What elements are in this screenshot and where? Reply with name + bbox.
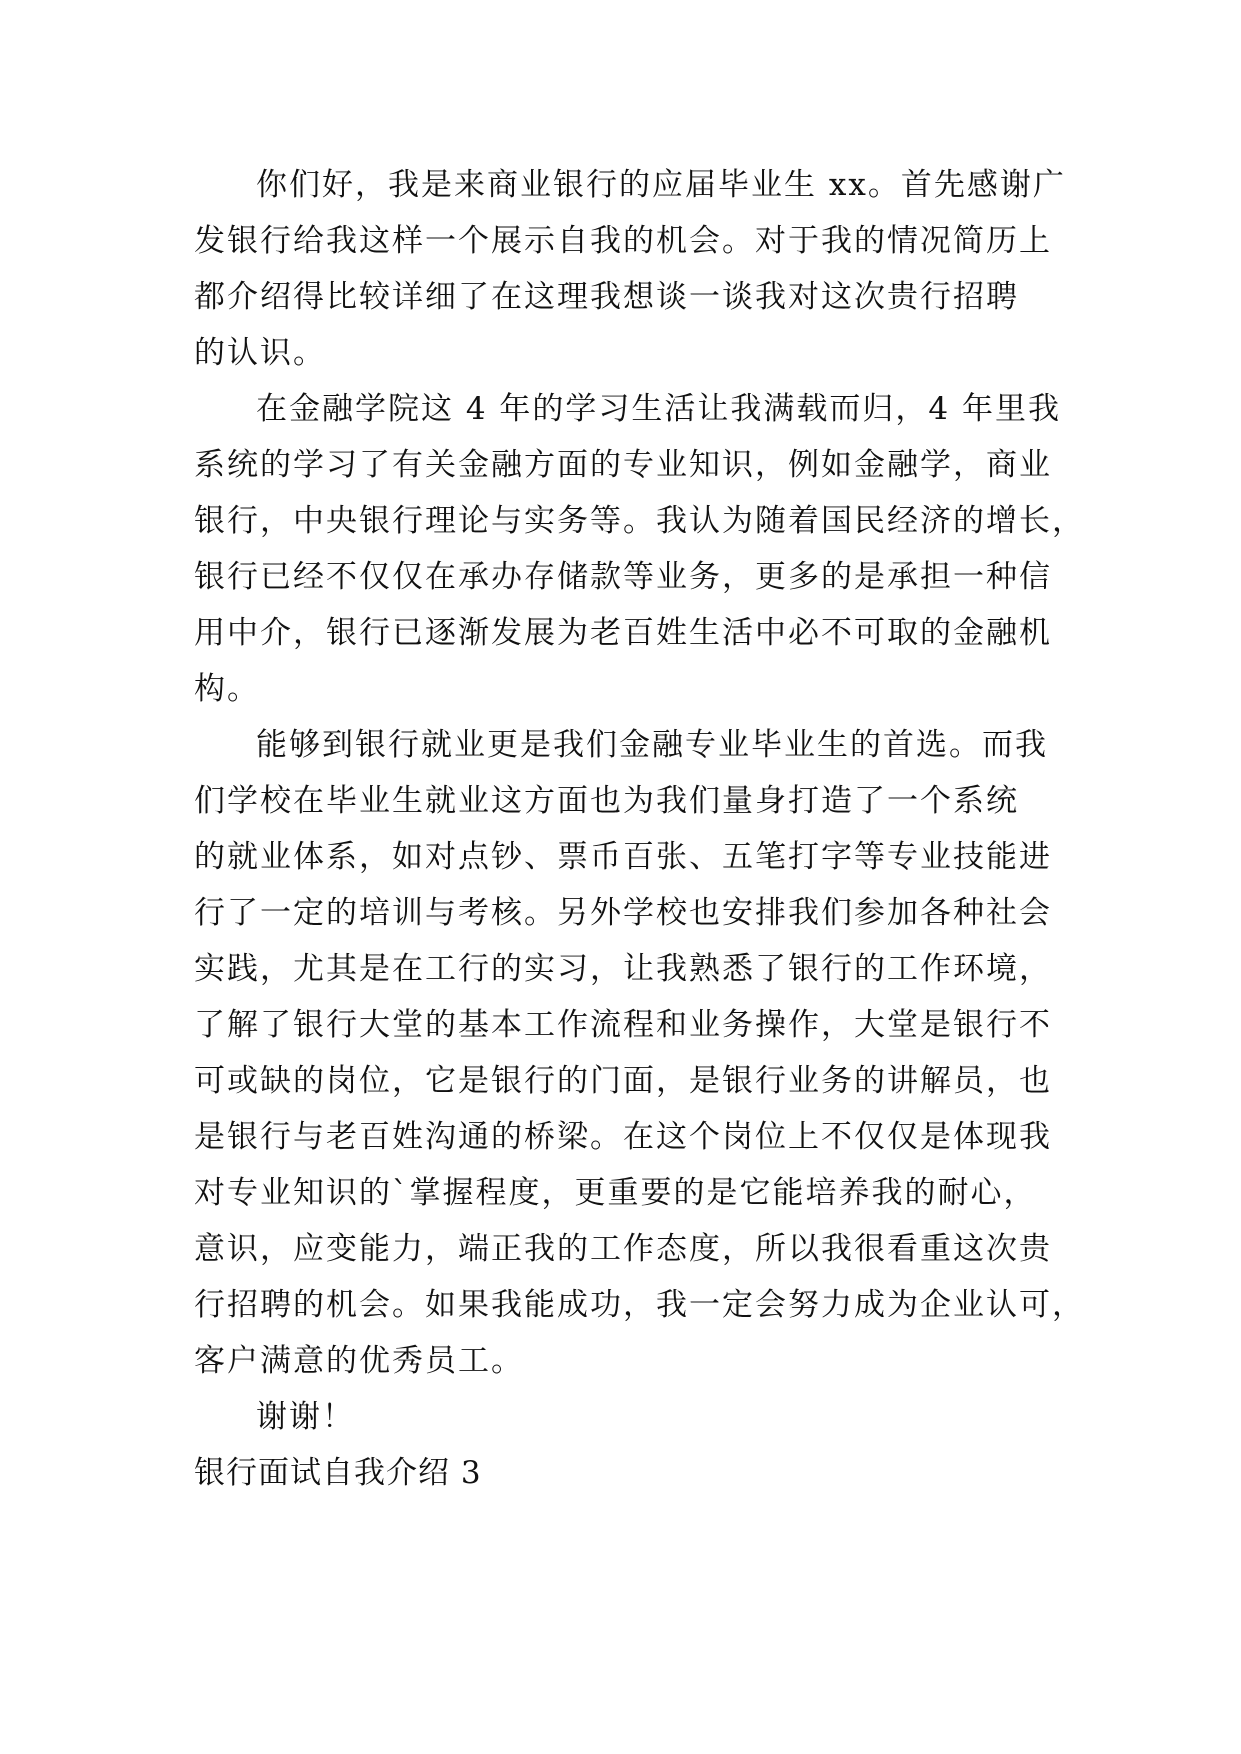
paragraph-career <box>194 717 1085 1389</box>
paragraph-line: 银行，中央银行理论与实务等。我认为随着国民经济的增长， <box>194 503 1085 539</box>
paragraph-line: 系统的学习了有关金融方面的专业知识，例如金融学，商业 <box>194 447 1052 483</box>
paragraph-line: 银行已经不仅仅在承办存储款等业务，更多的是承担一种信 <box>194 559 1052 595</box>
paragraph-line: 行招聘的机会。如果我能成功，我一定会努力成为企业认可， <box>194 1287 1085 1323</box>
paragraph-line: 发银行给我这样一个展示自我的机会。对于我的情况简历上 <box>194 223 1052 259</box>
paragraph-line: 行了一定的培训与考核。另外学校也安排我们参加各种社会 <box>194 895 1052 931</box>
paragraph-line: 可或缺的岗位，它是银行的门面，是银行业务的讲解员，也 <box>194 1063 1052 1099</box>
paragraph-line: 在金融学院这 4 年的学习生活让我满载而归，4 年里我 <box>256 391 1062 427</box>
paragraph-line: 都介绍得比较详细了在这理我想谈一谈我对这次贵行招聘 <box>194 279 1019 315</box>
paragraph-line: 客户满意的优秀员工。 <box>194 1343 524 1379</box>
paragraph-line: 的就业体系，如对点钞、票币百张、五笔打字等专业技能进 <box>194 839 1052 875</box>
paragraph-line: 能够到银行就业更是我们金融专业毕业生的首选。而我 <box>256 727 1048 763</box>
paragraph-line: 实践，尤其是在工行的实习，让我熟悉了银行的工作环境， <box>194 951 1052 987</box>
paragraph-line: 是银行与老百姓沟通的桥梁。在这个岗位上不仅仅是体现我 <box>194 1119 1052 1155</box>
paragraph-line: 用中介，银行已逐渐发展为老百姓生活中必不可取的金融机 <box>194 615 1052 651</box>
paragraph-line: 的认识。 <box>194 335 326 371</box>
paragraph-line: 了解了银行大堂的基本工作流程和业务操作，大堂是银行不 <box>194 1007 1052 1043</box>
paragraph-line: 你们好，我是来商业银行的应届毕业生 xx。首先感谢广 <box>256 167 1066 203</box>
paragraph-line: 对专业知识的`掌握程度，更重要的是它能培养我的耐心， <box>194 1175 1037 1211</box>
paragraph-line: 意识，应变能力，端正我的工作态度，所以我很看重这次贵 <box>194 1231 1052 1267</box>
paragraph-line: 构。 <box>194 671 260 707</box>
paragraph-greeting <box>194 157 1066 381</box>
paragraph-education <box>194 381 1085 717</box>
section-heading: 银行面试自我介绍 3 <box>194 1455 482 1491</box>
paragraph-line: 谢谢！ <box>256 1399 355 1435</box>
paragraph-thanks <box>194 1389 1054 1445</box>
paragraph-line: 们学校在毕业生就业这方面也为我们量身打造了一个系统 <box>194 783 1019 819</box>
document-body <box>194 157 1085 1501</box>
